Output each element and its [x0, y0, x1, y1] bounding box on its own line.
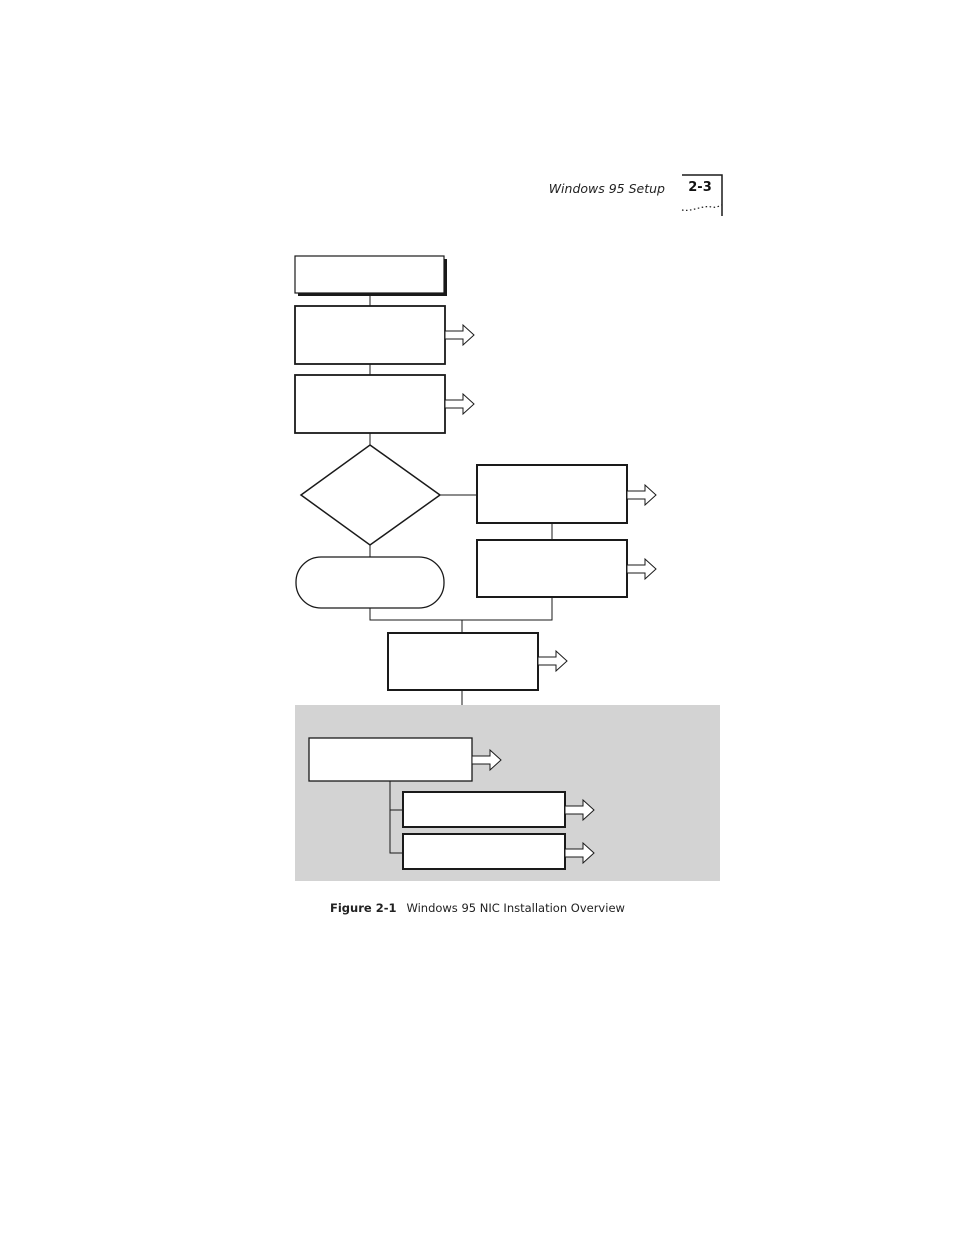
figure-label: Figure 2-1	[330, 901, 397, 915]
decision-diamond	[301, 445, 440, 545]
panel-box-main	[309, 738, 472, 781]
start-box	[295, 256, 447, 296]
figure-title: Windows 95 NIC Installation Overview	[406, 901, 625, 915]
arrow-right-icon	[538, 651, 567, 671]
arrow-right-icon	[627, 559, 656, 579]
merge-box	[388, 633, 538, 690]
process-box-2	[295, 375, 445, 433]
terminator-shape	[296, 557, 444, 608]
branch-box-2	[477, 540, 627, 597]
arrow-right-icon	[445, 394, 474, 414]
panel-box-sub-2	[403, 834, 565, 869]
page-number: 2-3	[688, 180, 712, 195]
panel-box-sub-1	[403, 792, 565, 827]
branch-box-1	[477, 465, 627, 523]
process-box-1	[295, 306, 445, 364]
running-header-title: Windows 95 Setup	[548, 181, 665, 196]
arrow-right-icon	[627, 485, 656, 505]
figure-caption	[330, 901, 625, 915]
arrow-right-icon	[445, 325, 474, 345]
